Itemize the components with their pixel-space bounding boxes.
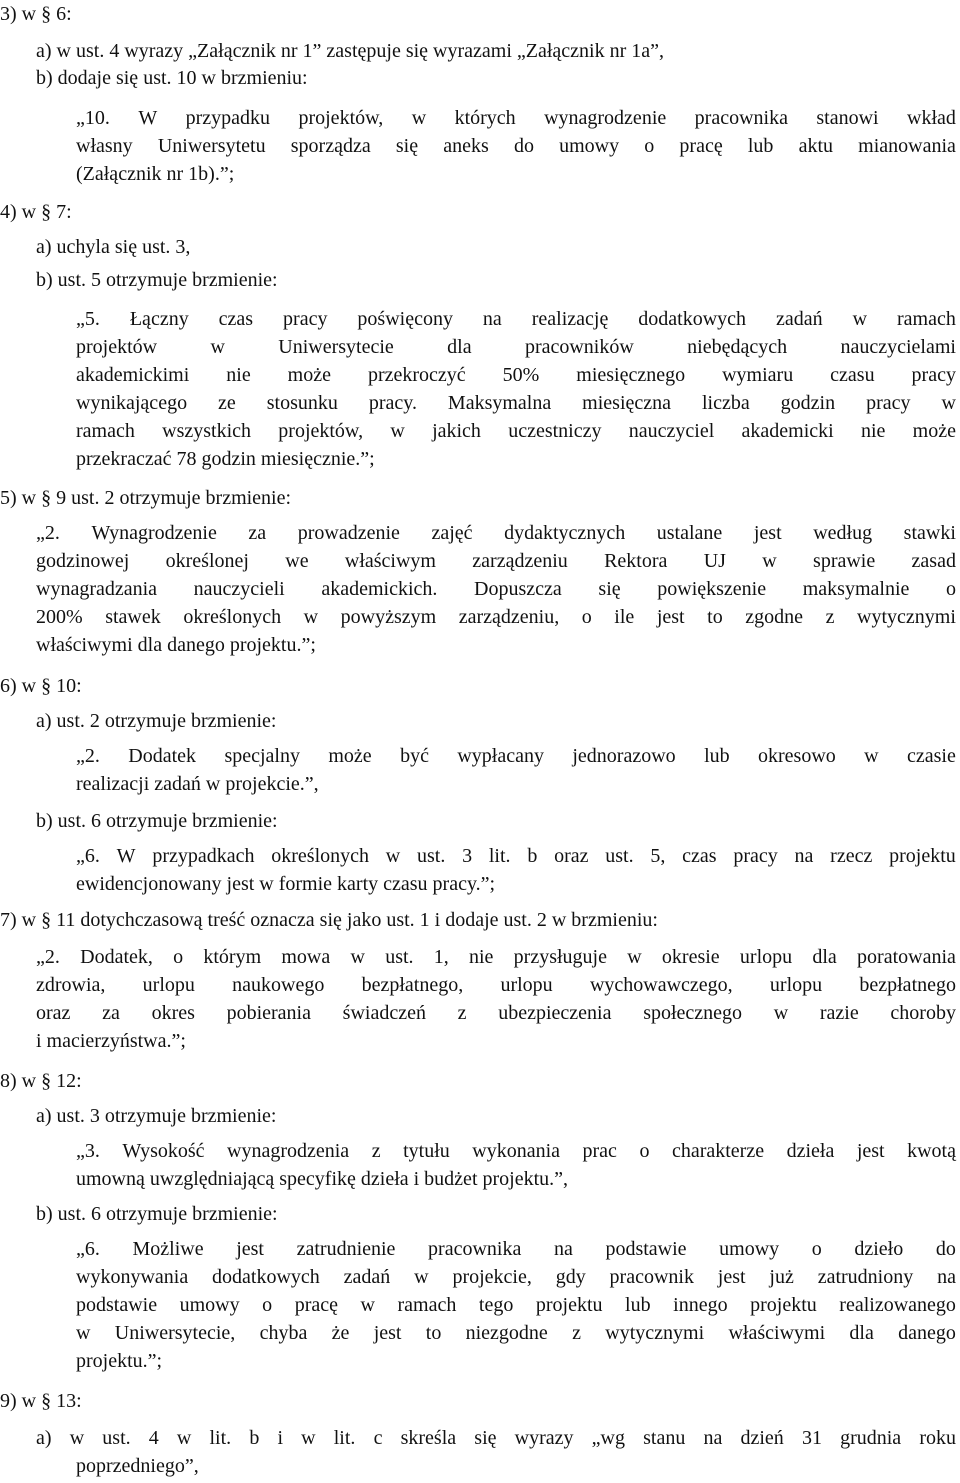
document-line: wynikającego ze stosunku pracy. Maksymalna miesięczna liczba godzin pracy w <box>76 392 956 414</box>
document-line: projektu.”; <box>76 1350 163 1372</box>
document-line: b) ust. 6 otrzymuje brzmienie: <box>36 1203 278 1225</box>
document-line: 6) w § 10: <box>0 675 82 697</box>
document-line: „3. Wysokość wynagrodzenia z tytułu wykonania prac o charakterze dzieła jest kwotą <box>76 1140 956 1162</box>
document-line: wynagradzania nauczycieli akademickich. Dopuszcza się powiększenie maksymalnie o <box>36 578 956 600</box>
document-line: 4) w § 7: <box>0 201 72 223</box>
document-line: w Uniwersytecie, chyba że jest to niezgodne z wytycznymi właściwymi dla danego <box>76 1322 956 1344</box>
document-line: a) w ust. 4 wyrazy „Załącznik nr 1” zastępuje się wyrazami „Załącznik nr 1a”, <box>36 40 665 62</box>
document-line: projektów w Uniwersytecie dla pracowników niebędących nauczycielami <box>76 336 956 358</box>
document-line: podstawie umowy o pracę w ramach tego projektu lub innego projektu realizowanego <box>76 1294 956 1316</box>
document-line: „6. W przypadkach określonych w ust. 3 lit. b oraz ust. 5, czas pracy na rzecz projektu <box>76 845 956 867</box>
document-line: „6. Możliwe jest zatrudnienie pracownika na podstawie umowy o dzieło do <box>76 1238 956 1260</box>
document-line: 7) w § 11 dotychczasową treść oznacza się jako ust. 1 i dodaje ust. 2 w brzmieniu: <box>0 909 658 931</box>
document-line: „2. Dodatek, o którym mowa w ust. 1, nie przysługuje w okresie urlopu dla poratowania <box>36 946 956 968</box>
document-line: akademickimi nie może przekroczyć 50% miesięcznego wymiaru czasu pracy <box>76 364 956 386</box>
document-line: a) uchyla się ust. 3, <box>36 236 191 258</box>
document-line: „2. Dodatek specjalny może być wypłacany jednorazowo lub okresowo w czasie <box>76 745 956 767</box>
document-line: własny Uniwersytetu sporządza się aneks do umowy o pracę lub aktu mianowania <box>76 135 956 157</box>
document-line: b) ust. 6 otrzymuje brzmienie: <box>36 810 278 832</box>
document-line: poprzedniego”, <box>76 1455 199 1477</box>
document-line: godzinowej określonej we właściwym zarządzeniu Rektora UJ w sprawie zasad <box>36 550 956 572</box>
document-line: „5. Łączny czas pracy poświęcony na realizację dodatkowych zadań w ramach <box>76 308 956 330</box>
document-line: 3) w § 6: <box>0 3 72 25</box>
document-line: i macierzyństwa.”; <box>36 1030 186 1052</box>
document-line: wykonywania dodatkowych zadań w projekcie, gdy pracownik jest już zatrudniony na <box>76 1266 956 1288</box>
document-line: (Załącznik nr 1b).”; <box>76 163 235 185</box>
document-line: a) ust. 3 otrzymuje brzmienie: <box>36 1105 277 1127</box>
document-line: b) ust. 5 otrzymuje brzmienie: <box>36 269 278 291</box>
document-line: „2. Wynagrodzenie za prowadzenie zajęć dydaktycznych ustalane jest według stawki <box>36 522 956 544</box>
document-line: właściwymi dla danego projektu.”; <box>36 634 316 656</box>
document-line: zdrowia, urlopu naukowego bezpłatnego, urlopu wychowawczego, urlopu bezpłatnego <box>36 974 956 996</box>
document-line: realizacji zadań w projekcie.”, <box>76 773 319 795</box>
document-line: 200% stawek określonych w powyższym zarządzeniu, o ile jest to zgodne z wytycznymi <box>36 606 956 628</box>
document-line: 8) w § 12: <box>0 1070 82 1092</box>
document-line: oraz za okres pobierania świadczeń z ubezpieczenia społecznego w razie choroby <box>36 1002 956 1024</box>
document-line: umowną uwzględniającą specyfikę dzieła i budżet projektu.”, <box>76 1168 569 1190</box>
document-line: ramach wszystkich projektów, w jakich uczestniczy nauczyciel akademicki nie może <box>76 420 956 442</box>
document-line: a) ust. 2 otrzymuje brzmienie: <box>36 710 277 732</box>
document-line: 5) w § 9 ust. 2 otrzymuje brzmienie: <box>0 487 292 509</box>
document-line: „10. W przypadku projektów, w których wynagrodzenie pracownika stanowi wkład <box>76 107 956 129</box>
document-line: 9) w § 13: <box>0 1390 82 1412</box>
document-line: b) dodaje się ust. 10 w brzmieniu: <box>36 67 308 89</box>
document-line: przekraczać 78 godzin miesięcznie.”; <box>76 448 375 470</box>
document-line: a) w ust. 4 w lit. b i w lit. c skreśla się wyrazy „wg stanu na dzień 31 grudnia roku <box>36 1427 956 1449</box>
document-line: ewidencjonowany jest w formie karty czasu pracy.”; <box>76 873 496 895</box>
